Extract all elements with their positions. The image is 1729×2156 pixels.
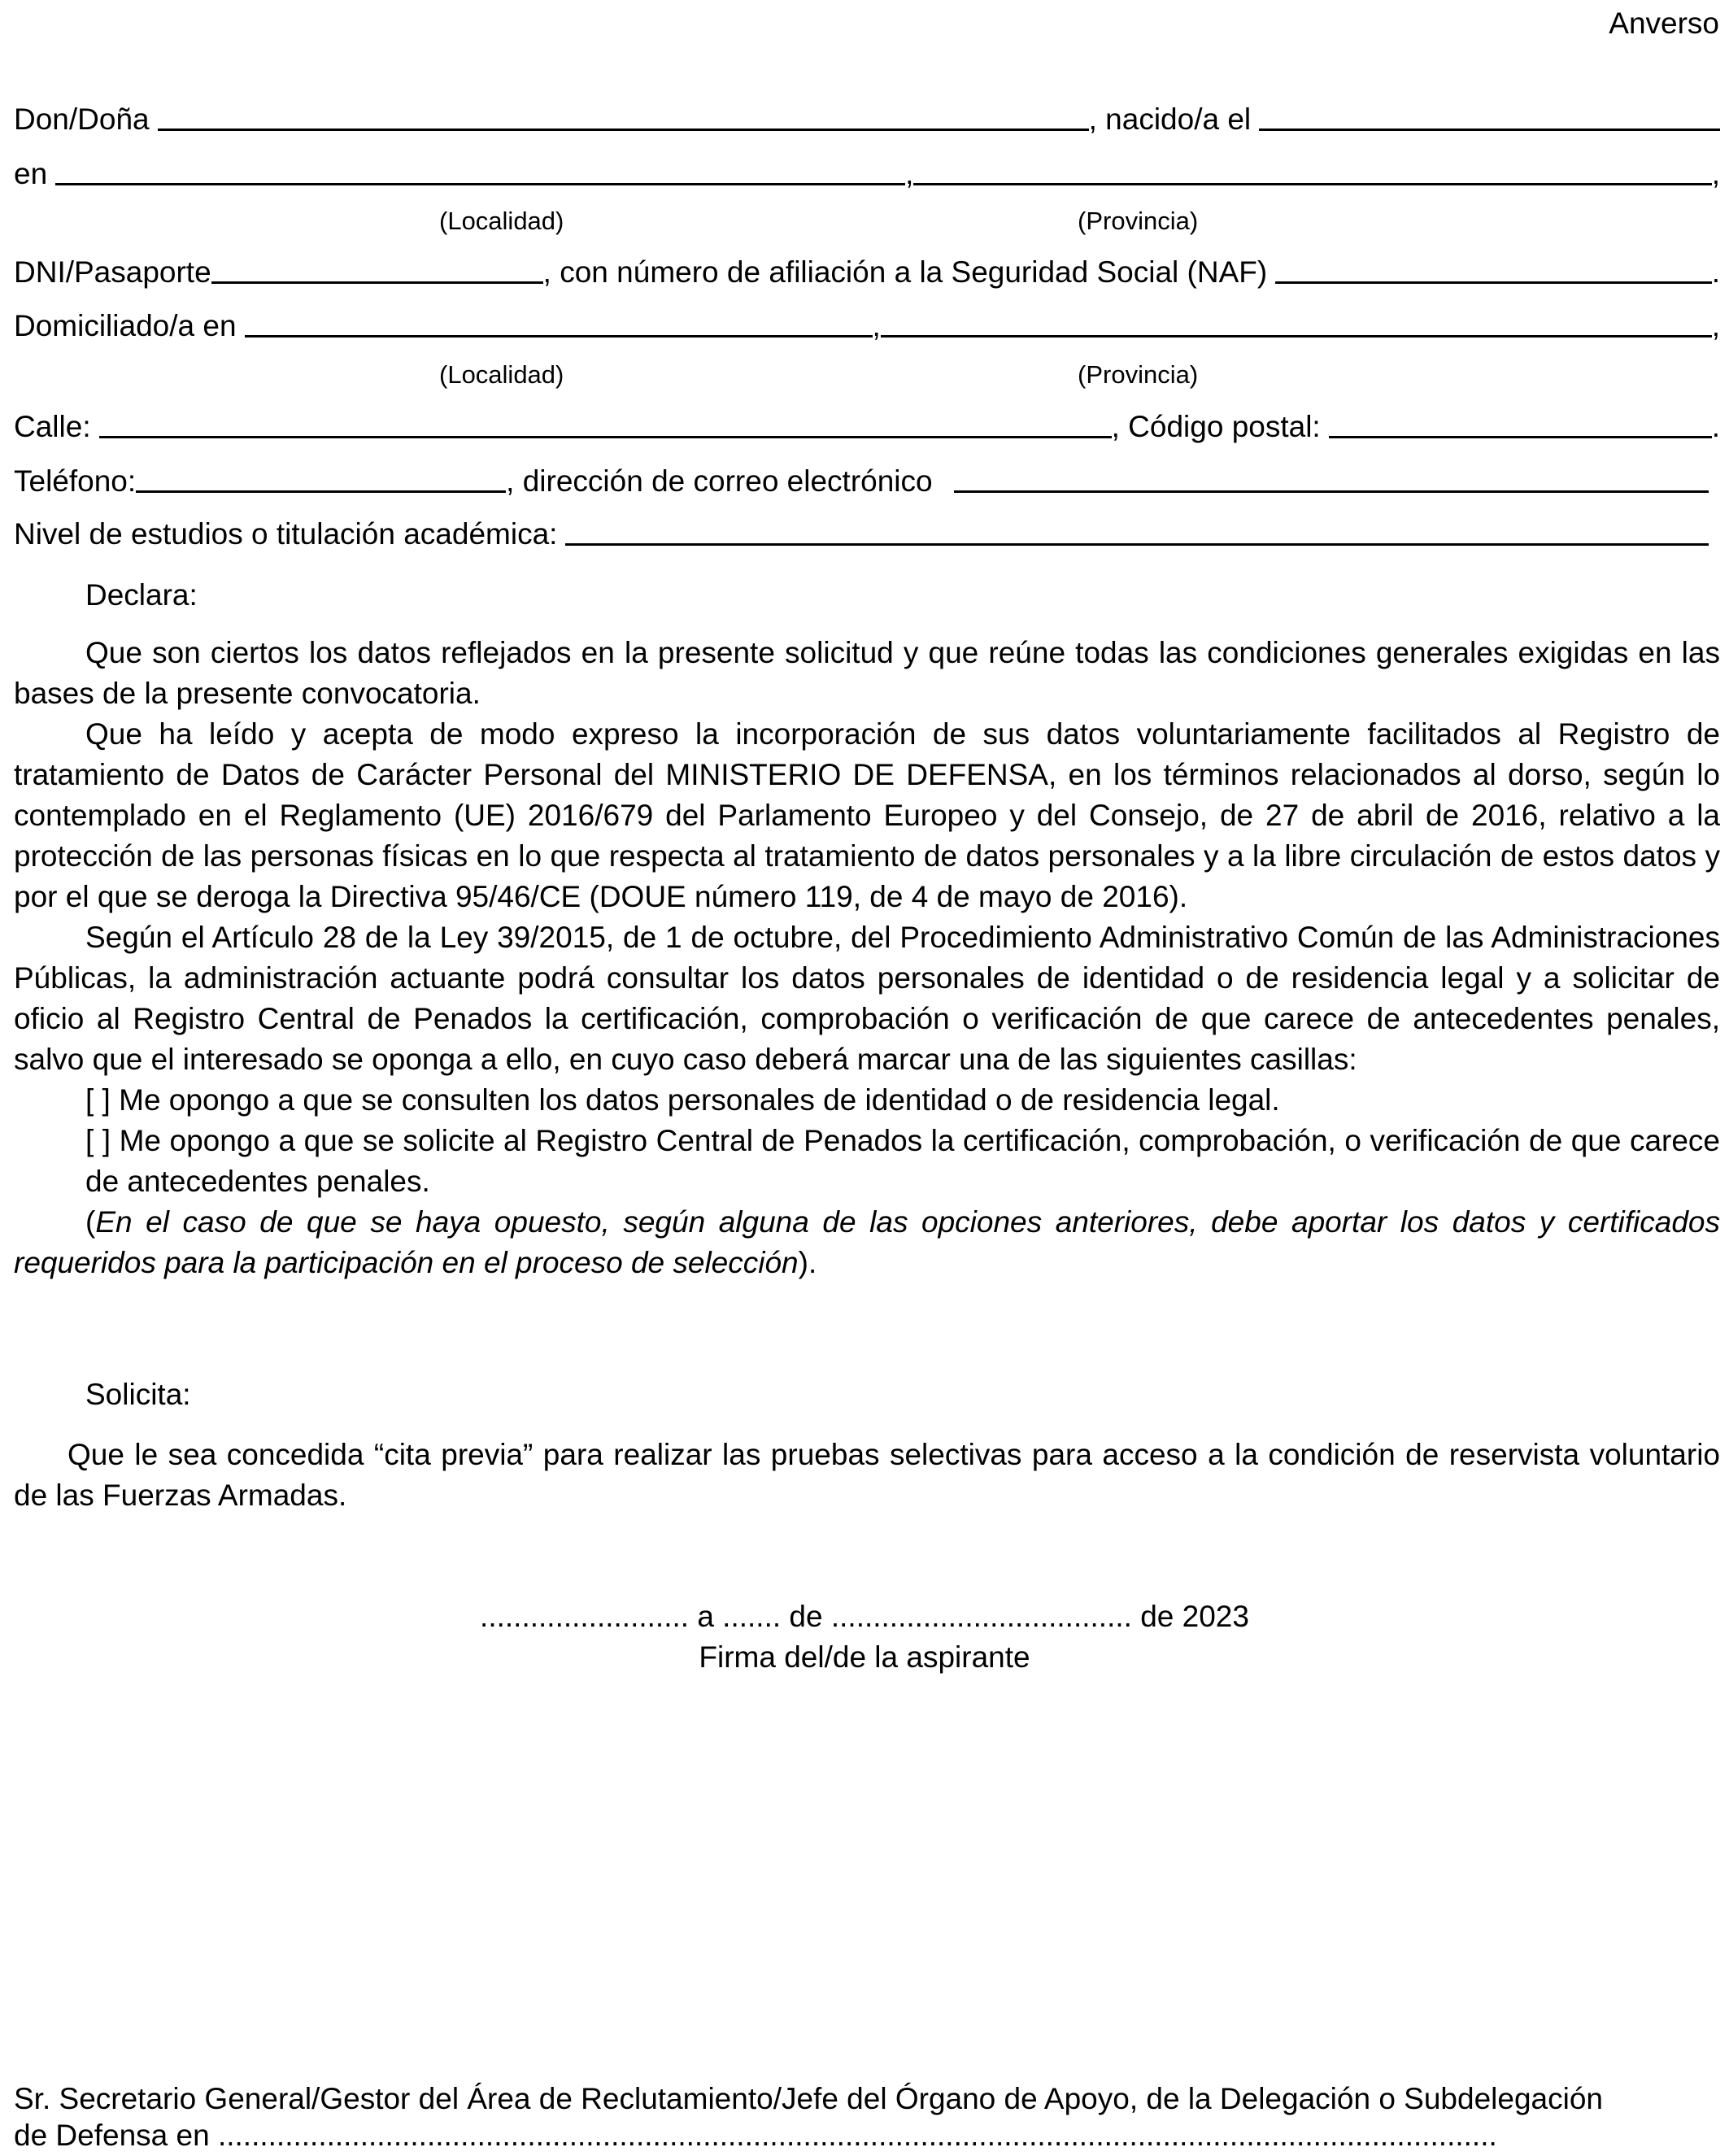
dni-field[interactable]: [211, 275, 543, 284]
email-label: , dirección de correo electrónico: [506, 464, 933, 498]
page-side-label: Anverso: [1609, 7, 1719, 40]
postal-code-field[interactable]: [1329, 429, 1712, 438]
addressee-line-2: de Defensa en .........................................................................................................................................................: [14, 2119, 1497, 2152]
birth-province-field[interactable]: [913, 176, 1711, 185]
calle-label: Calle:: [14, 410, 91, 443]
telefono-label: Teléfono:: [14, 464, 137, 498]
naf-label: , con número de afiliación a la Seguridad Social (NAF): [542, 255, 1268, 289]
comma: ,: [1711, 309, 1720, 342]
birth-date-field[interactable]: [1259, 122, 1720, 131]
opposition-checkbox-penal-records[interactable]: [ ] Me opongo a que se solicite al Registro Central de Penados la certificación, comprobación, o verificación de que carece de antecedentes penales.: [85, 1124, 1720, 1198]
declaration-body: [14, 633, 1720, 1283]
declara-heading: Declara:: [85, 578, 198, 612]
localidad-caption: (Localidad): [439, 360, 564, 389]
note-close-paren: ).: [798, 1246, 817, 1279]
don-label: Don/Doña: [14, 102, 150, 136]
studies-row: [14, 514, 1720, 555]
estudios-label: Nivel de estudios o titulación académica:: [14, 517, 558, 551]
comma: ,: [905, 157, 914, 190]
domicilio-label: Domiciliado/a en: [14, 309, 237, 342]
street-field[interactable]: [99, 429, 1112, 438]
signature-label: Firma del/de la aspirante: [699, 1640, 1030, 1674]
domicile-locality-field[interactable]: [245, 329, 873, 338]
birth-locality-field[interactable]: [55, 176, 905, 185]
birthplace-row: [14, 154, 1720, 194]
provincia-caption: (Provincia): [1078, 207, 1199, 235]
comma: ,: [1711, 157, 1720, 190]
signature-date-line: ......................... a ....... de .................................... de 2023: [480, 1600, 1249, 1633]
dni-row: [14, 252, 1720, 293]
cp-label: , Código postal:: [1111, 410, 1321, 443]
solicita-heading: Solicita:: [85, 1378, 191, 1411]
request-paragraph: Que le sea concedida “cita previa” para realizar las pruebas selectivas para acceso a la condición de reservista voluntario de las Fuerzas Armadas.: [14, 1438, 1720, 1512]
note-open-paren: (: [85, 1205, 96, 1239]
nacido-label: , nacido/a el: [1088, 102, 1252, 136]
declaration-paragraph-1: Que son ciertos los datos reflejados en la presente solicitud y que reúne todas las condiciones generales exigidas en las bases de la presente convocatoria.: [14, 636, 1720, 710]
phone-field[interactable]: [136, 484, 506, 493]
en-label: en: [14, 157, 48, 190]
period: .: [1711, 255, 1720, 289]
note-text: En el caso de que se haya opuesto, según alguna de las opciones anteriores, debe aportar los datos y certificados requeridos para la participación en el proceso de selección: [14, 1205, 1720, 1279]
naf-field[interactable]: [1275, 275, 1712, 284]
name-row: [14, 99, 1720, 140]
email-field[interactable]: [954, 484, 1709, 493]
period: .: [1711, 410, 1720, 443]
opposition-checkbox-identity[interactable]: [ ] Me opongo a que se consulten los datos personales de identidad o de residencia legal.: [85, 1083, 1280, 1117]
name-field[interactable]: [158, 122, 1089, 131]
provincia-caption: (Provincia): [1078, 360, 1199, 389]
declaration-paragraph-3: Según el Artículo 28 de la Ley 39/2015, de 1 de octubre, del Procedimiento Administrativo Común de las Administraciones Públicas, la administración actuante podrá consultar los datos personales de identidad o de residencia legal y a solicitar de oficio al Registro Central de Penados la certificación, comprobación o verificación de que carece de antecedentes penales, salvo que el interesado se oponga a ello, en cuyo caso deberá marcar una de las siguientes casillas:: [14, 921, 1720, 1076]
domicile-row: [14, 306, 1720, 346]
street-row: [14, 407, 1720, 447]
request-body: [14, 1435, 1720, 1516]
localidad-caption: (Localidad): [439, 207, 564, 235]
opposition-note: [14, 1202, 1720, 1283]
declaration-paragraph-2: Que ha leído y acepta de modo expreso la incorporación de sus datos voluntariamente facilitados al Registro de tratamiento de Datos de Carácter Personal del MINISTERIO DE DEFENSA, en los términos relacionados al dorso, según lo contemplado en el Reglamento (UE) 2016/679 del Parlamento Europeo y del Consejo, de 27 de abril de 2016, relativo a la protección de las personas físicas en lo que respecta al tratamiento de datos personales y a la libre circulación de estos datos y por el que se deroga la Directiva 95/46/CE (DOUE número 119, de 4 de mayo de 2016).: [14, 717, 1720, 913]
dni-label: DNI/Pasaporte: [14, 255, 211, 289]
studies-field[interactable]: [565, 537, 1709, 546]
comma: ,: [872, 309, 881, 342]
domicile-province-field[interactable]: [881, 329, 1712, 338]
phone-row: [14, 461, 1720, 502]
addressee-line-1: Sr. Secretario General/Gestor del Área de Reclutamiento/Jefe del Órgano de Apoyo, de la Delegación o Subdelegación: [14, 2082, 1603, 2115]
